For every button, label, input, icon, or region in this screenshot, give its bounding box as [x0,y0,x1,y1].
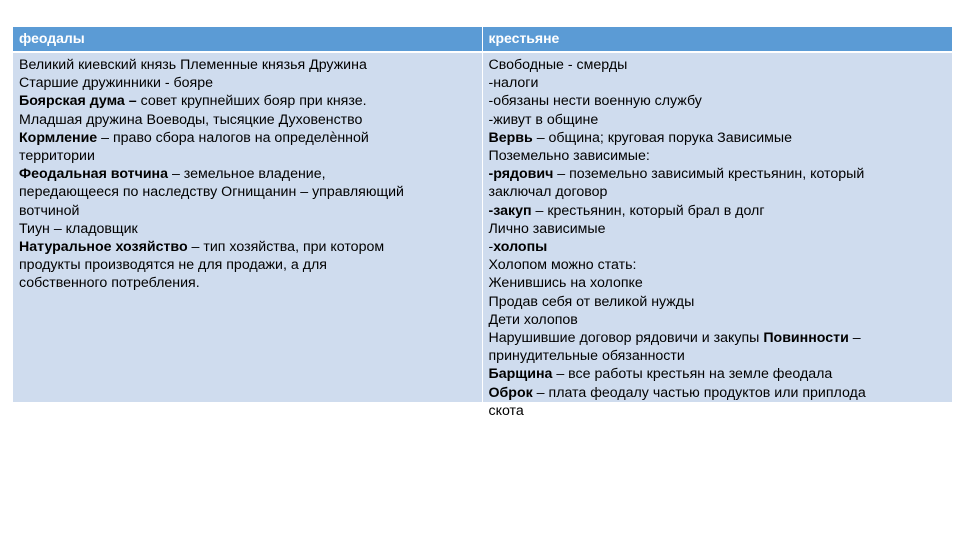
term-bold: Оброк [488,384,533,401]
text-run: передающееся по наследству Огнищанин – управляющий [19,184,404,201]
text-run: Тиун – кладовщик [19,220,138,237]
text-line [489,56,947,74]
term-bold: Кормление [19,129,98,146]
term-bold: Феодальная вотчина [19,166,169,183]
header-peasants: крестьяне [482,27,952,52]
text-run: -живут в общине [488,111,599,128]
term-bold: -рядович [488,166,554,183]
text-line [19,74,476,92]
peasants-text [488,56,947,419]
text-run: Женившись на холопке [488,275,643,292]
text-line [489,402,947,420]
text-line [19,238,476,256]
text-line [19,129,476,147]
term-bold: -закуп [488,202,532,219]
text-run: Продав себя от великой нужды [488,293,695,310]
term-bold: Повинности [763,330,849,347]
text-run: Младшая дружина Воеводы, тысяцкие Духовенство [19,111,363,128]
text-run: Дети холопов [488,311,578,328]
text-run: – земельное владение, [168,166,326,183]
text-run: – плата феодалу частью продуктов или приплода [532,384,866,401]
text-line [489,293,947,311]
table-row [13,52,952,402]
text-line [489,256,947,274]
text-run: – крестьянин, который брал в долг [531,202,765,219]
cell-peasants [482,52,952,419]
text-line [489,202,947,220]
text-line [489,183,947,201]
text-run: территории [19,148,95,165]
text-run: -налоги [488,75,539,92]
text-line [19,202,476,220]
text-line [489,238,947,256]
text-line [489,220,947,238]
header-feudals: феодалы [13,27,482,52]
text-line [489,165,947,183]
text-run: продукты производятся не для продажи, а для [19,257,327,274]
feudals-text [19,56,476,398]
text-line [19,274,476,292]
term-bold: Барщина [488,366,553,383]
text-run: Нарушившие договор рядовичи и закупы [488,330,764,347]
text-run: – [848,330,861,347]
comparison-table [13,27,952,419]
text-line [489,92,947,110]
text-run: Свободные - смерды [488,57,628,73]
text-run: скота [488,402,524,419]
term-bold: Боярская дума – [19,93,141,110]
term-bold: Натуральное хозяйство [19,239,188,256]
text-run: Старшие дружинники - бояре [19,75,213,92]
text-line [489,384,947,402]
text-line [19,56,476,74]
text-run: совет крупнейших бояр при князе. [140,93,367,110]
text-line [19,147,476,165]
text-line [489,311,947,329]
cell-feudals [13,52,482,402]
text-line [19,92,476,110]
table-header-row [13,27,952,52]
text-line [489,365,947,383]
text-run: заключал договор [488,184,608,201]
term-bold: холопы [493,239,548,256]
text-run: Великий киевский князь Племенные князья Дружина [19,57,367,73]
text-line [489,329,947,347]
text-run: -обязаны нести военную службу [488,93,702,110]
text-run: – община; круговая порука Зависимые [532,129,792,146]
text-line [19,111,476,129]
text-line [489,347,947,365]
text-run: Лично зависимые [488,220,606,237]
text-run: Поземельно зависимые: [488,148,650,165]
text-line [19,165,476,183]
text-line [489,129,947,147]
text-run: – поземельно зависимый крестьянин, который [553,166,865,183]
text-line [489,74,947,92]
text-line [489,274,947,292]
term-bold: Вервь [488,129,533,146]
text-run: Холопом можно стать: [488,257,637,274]
text-run: – право сбора налогов на определѐнной [97,129,369,146]
text-line [489,147,947,165]
text-run: – все работы крестьян на земле феодала [552,366,833,383]
text-run: – тип хозяйства, при котором [187,239,385,256]
text-line [489,111,947,129]
text-run: - [488,239,494,256]
text-line [19,220,476,238]
text-run: вотчиной [19,202,80,219]
text-run: принудительные обязанности [488,348,685,365]
text-line [19,256,476,274]
text-line [19,183,476,201]
text-run: собственного потребления. [19,275,200,292]
